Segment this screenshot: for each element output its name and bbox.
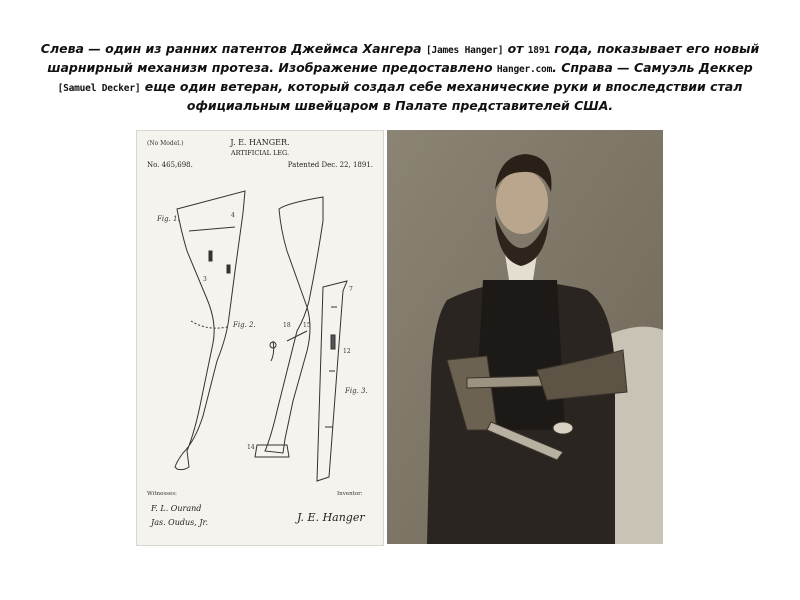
caption-text: Слева — один из ранних патентов Джеймса Хангера (40, 41, 426, 56)
svg-text:4: 4 (231, 212, 235, 219)
face-shape (496, 170, 548, 234)
fig3-bar-drawing (317, 281, 353, 481)
patent-title: ARTIFICIAL LEG. (230, 149, 290, 157)
fig3-label: Fig. 3. (345, 387, 368, 395)
witnesses-label: Witnesses: (147, 491, 177, 497)
photo-svg (387, 130, 663, 544)
witness-signature-2: Jas. Oudus, Jr. (151, 518, 209, 527)
caption-name-decker: [Samuel Decker] (57, 83, 141, 94)
decker-photograph (387, 130, 663, 544)
fig1-label: Fig. 1. (157, 215, 180, 223)
inventor-label: Inventor: (337, 491, 363, 497)
patent-drawing (136, 130, 384, 546)
patent-number: No. 465,698. (147, 161, 193, 169)
caption-text: еще один ветеран, который создал себе механические руки и впоследствии стал официальным швейцаром в Палате представителей США. (140, 79, 743, 113)
svg-text:15: 15 (303, 322, 311, 329)
svg-text:12: 12 (343, 348, 351, 355)
svg-text:14: 14 (247, 444, 255, 451)
patent-svg (137, 131, 383, 545)
fig2-label: Fig. 2. (233, 321, 256, 329)
inventor-signature: J. E. Hanger (297, 511, 365, 524)
fig2-leg-drawing (247, 197, 323, 457)
caption-name-hanger: [James Hanger] (425, 45, 504, 56)
svg-text:3: 3 (203, 276, 207, 283)
caption-text: . Справа — Самуэль Деккер (552, 60, 753, 75)
caption-year: 1891 (527, 45, 550, 56)
svg-text:18: 18 (283, 322, 291, 329)
caption-text: года, показывает его новый шарнирный механизм протеза. Изображение предоставлено (47, 41, 760, 75)
fig1-leg-drawing (175, 191, 245, 470)
image-caption (40, 40, 760, 114)
svg-text:7: 7 (349, 286, 353, 293)
patent-inventor: J. E. HANGER. (230, 138, 290, 147)
patent-model-note: (No Model.) (147, 140, 184, 147)
witness-signature-1: F. L. Ourand (151, 504, 202, 513)
patent-date: Patented Dec. 22, 1891. (287, 161, 373, 169)
caption-source: Hanger.com (496, 64, 553, 75)
caption-text: от (503, 41, 528, 56)
